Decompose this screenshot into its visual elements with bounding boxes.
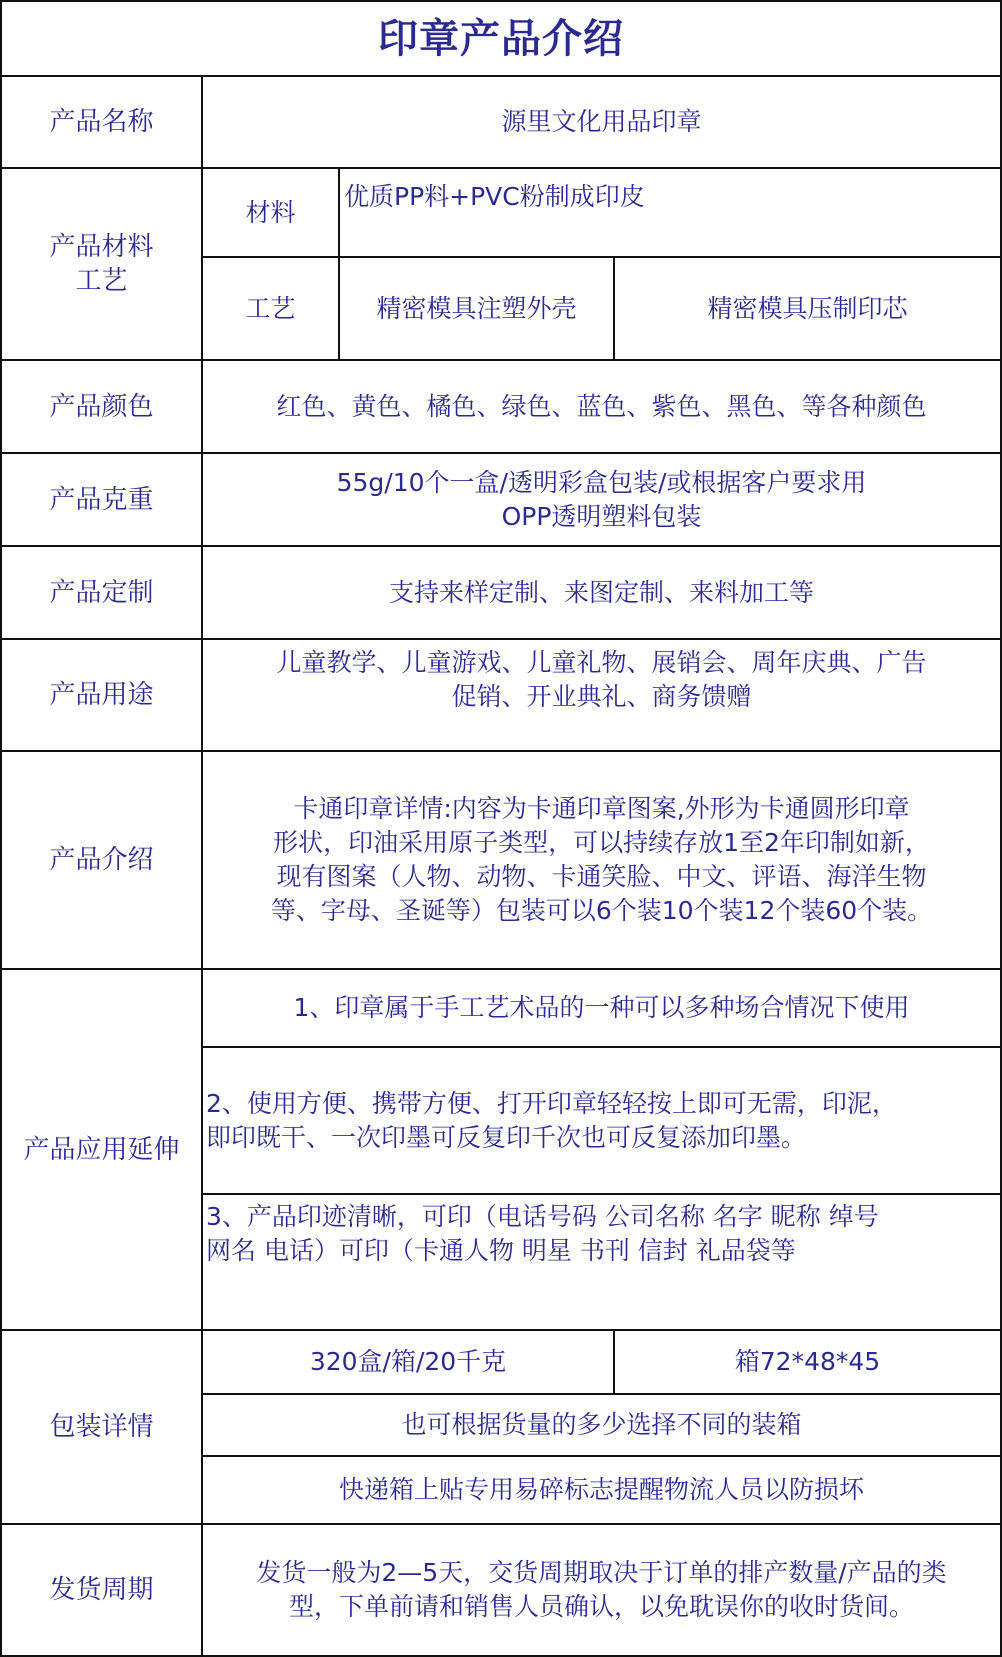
product-name-label: 产品名称 [49,107,154,137]
packing-box-qty: 320盒/箱/20千克 [309,1347,507,1376]
grid-line [202,1193,1002,1195]
color-label: 产品颜色 [49,391,154,422]
material-value: 优质PP料+PVC粉制成印皮 [344,182,645,211]
delivery-label: 发货周期 [49,1575,154,1605]
delivery-value: 发货一般为2—5天，交货周期取决于订单的排产数量/产品的类 型，下单前请和销售人员确认，以免耽误你的收时货间。 [256,1558,947,1621]
application-item-2: 2、使用方便、携带方便、打开印章轻轻按上即可无需，印泥， 即印既干、一次印墨可反复印千次也可反复添加印墨。 [206,1088,897,1152]
packing-note-1: 也可根据货量的多少选择不同的装箱 [401,1410,802,1439]
packing-box-size: 箱72*48*45 [734,1347,881,1376]
application-label: 产品应用延伸 [23,1134,180,1165]
usage-label: 产品用途 [49,680,154,710]
packing-note-2: 快递箱上贴专用易碎标志提醒物流人员以防损坏 [338,1475,864,1504]
application-item-1: 1、印章属于手工艺术品的一种可以多种场合情况下使用 [293,993,910,1022]
custom-label: 产品定制 [49,577,154,608]
usage-value: 儿童教学、儿童游戏、儿童礼物、展销会、周年庆典、广告 促销、开业典礼、商务馈赠 [276,648,927,711]
product-name-value: 源里文化用品印章 [501,107,702,136]
intro-value: 卡通印章详情:内容为卡通印章图案,外形为卡通圆形印章 形状，印油采用原子类型，可以持续存放1至2年印制如新， 现有图案（人物、动物、卡通笑脸、中文、评语、海洋生物 等、字母、圣诞等）包装可以6个装10个装12个装60个装。 [270,794,933,925]
weight-label: 产品克重 [49,484,154,515]
color-value: 红色、黄色、橘色、绿色、蓝色、紫色、黑色、等各种颜色 [276,391,927,421]
page-title: 印章产品介绍 [378,15,624,62]
weight-value: 55g/10个一盒/透明彩盒包装/或根据客户要求用 OPP透明塑料包装 [336,467,867,531]
material-craft-label: 产品材料 工艺 [49,232,154,296]
intro-label: 产品介绍 [49,845,154,875]
custom-value: 支持来样定制、来图定制、来料加工等 [388,577,814,607]
packing-label: 包装详情 [49,1412,154,1442]
craft-value-shell: 精密模具注塑外壳 [376,293,577,323]
application-item-3: 3、产品印迹清晰，可印（电话号码 公司名称 名字 昵称 绰号 网名 电话）可印（卡通人物 明星 书刊 信封 礼品袋等 [206,1202,879,1265]
material-label: 材料 [245,197,296,227]
craft-value-core: 精密模具压制印芯 [707,293,908,323]
craft-label: 工艺 [245,293,296,323]
